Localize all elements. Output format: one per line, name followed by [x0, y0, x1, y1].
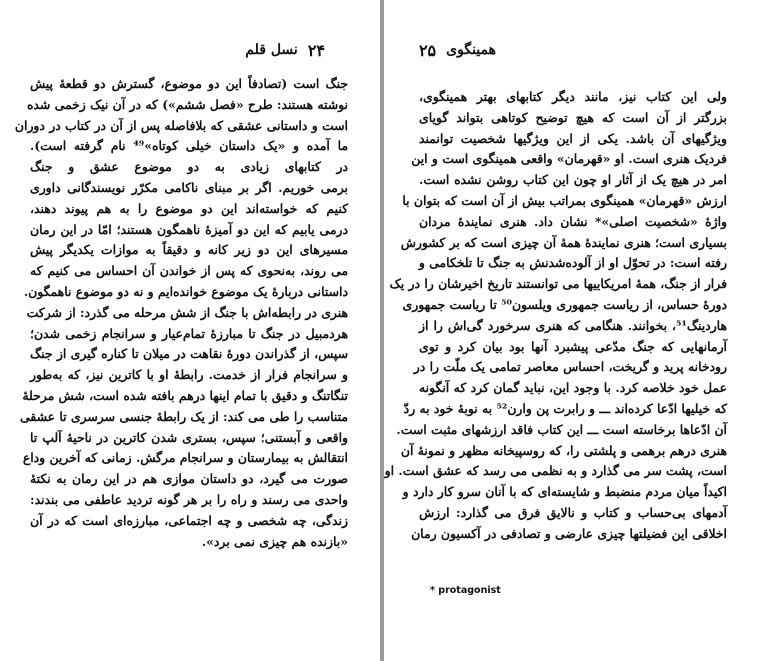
- footnote: * protagonist: [430, 585, 501, 596]
- text-line: هاردینگ⁵¹، بخوانند. هنگامی که هنری سرخورد گی‌اش را از: [419, 317, 727, 333]
- text-line: انتقالش به بیمارستان و سرانجام مرگش. زمانی که آخرین وداع: [22, 450, 348, 466]
- text-line: رفته است: در تحوّل او از آلوده‌شدنش به جنگ تا تلخکامی و: [418, 255, 727, 271]
- text-line: ولی این کتاب نیز، مانند دیگر کتابهای بهتر همینگوی،: [419, 89, 727, 104]
- text-line: است و داستانی عشقی که بلافاصله پس از آن در کتاب در دوران: [14, 117, 348, 133]
- text-line: هنری درهم برهمی و پلشتی را، که روسپیخانه مظهر و نمونهٔ آن: [400, 442, 727, 458]
- text-line: صورت می گیرد، دو داستان موازی هم در این رمان به نکتهٔ: [30, 471, 348, 487]
- text-line: بسیاری است؛ هنری نمایندهٔ همهٔ آن چیزی است که بر کشورش: [400, 234, 727, 250]
- text-line: اکیداً میان مردم منضبط و شایسته‌ای که با آنان سرو کار دارد و: [402, 484, 727, 500]
- text-line: کنیم که خواسته‌اند این دو موضوع را به هم پیوند دهند،: [30, 200, 348, 216]
- text-line: آن ادّعاها برخاسته است ـــ این کتاب فاقد ارزشهای مثبت است.: [396, 421, 727, 437]
- text-line: واقعی و آبستنی؛ سپس، بستری شدن کاترین در ناحیهٔ آلپ تا: [30, 429, 348, 445]
- text-line: نوشته هستند: طرح «فصل ششم») که در آن نیک زخمی شده: [26, 96, 348, 112]
- text-line: تنگاتنگ و دقیق با تمام اینها درهم بافته شده است، شش مرحلهٔ: [22, 387, 348, 403]
- text-line: ارزش «قهرمان» همینگوی بمراتب بیش از آن است که بتوان با: [402, 192, 727, 208]
- page-number: ۲۵: [418, 40, 437, 60]
- text-line: برمی خوریم. اگر بر مبنای ناکامی مکرّر نویسندگانی داوری: [30, 179, 348, 195]
- right-page-body-text: [384, 87, 727, 545]
- left-page: [0, 0, 380, 661]
- text-line: بزرگتر از آن است که هیچ توضیح کوتاهی بتواند گویای: [419, 109, 727, 125]
- text-line: مسیرهای این دو زیر کانه و دقیقاً به موازات یکدیگر پیش: [30, 242, 348, 258]
- text-line: عمل خود خلاصه کرد. با وجود این، نباید گمان کرد که آنگونه: [419, 380, 727, 396]
- text-line: هردمبیل در جنگ تا مبارزهٔ تمام‌عیار و سرانجام زخمی شدن؛: [30, 325, 348, 341]
- text-line: می روند، به‌نحوی که پس از خواندن آن احساس می کنیم که: [30, 263, 348, 279]
- text-line: «بازنده هم چیزی نمی برد».: [201, 533, 348, 549]
- left-page-body-text: [14, 74, 349, 552]
- text-line: واژهٔ «شخصیت اصلی»* نشان داد. هنری نمایندهٔ مردان: [419, 213, 727, 229]
- text-line: ویژگیهای آن باشد. یکی از این ویژگیها شخصیت توانمند: [419, 130, 727, 146]
- text-line: فرار از جنگ، همهٔ امریکاییها می توانستند تاریخ اخیرشان را در یک: [389, 276, 727, 292]
- text-line: واحدی می رسند و راه را بر هر گونه تردید عاطفی می بندند:: [30, 491, 348, 507]
- right-page: [384, 0, 764, 661]
- text-line: هنری در رابطه‌اش با جنگ از شش مرحله می گذرد: از شرکت: [26, 304, 348, 320]
- text-line: ما آمده و «یک داستان خیلی کوتاه»⁴⁹ نام گرفته است).: [30, 138, 349, 154]
- text-line: اخلاقی این فضیلتها چیزی عارضی و تصادفی در آکسیون رمان: [411, 525, 727, 541]
- text-line: که خیلیها ادّعا کرده‌اند ـــ و رابرت پن وارن⁵² به نوبهٔ خود به ردّ: [403, 400, 727, 416]
- text-line: است، پشت سر می گذارد و به نظمی می رسد که عشق است. او: [384, 463, 727, 479]
- text-line: درمی یابیم که این دو آمیزهٔ ناهمگون هستند؛ امّا در این رمان: [30, 221, 348, 237]
- text-line: جنگ است (تصادفاً این دو موضوع، گسترش دو قطعهٔ پیش: [30, 76, 348, 91]
- text-line: در کتابهای زیادی به دو موضوع عشق و جنگ: [30, 159, 348, 175]
- text-line: متناسب را طی می کند: از یک رابطهٔ جنسی سرسری تا عشقی: [19, 408, 348, 424]
- text-line: آرمانهایی که جنگ مدّعی پیشبرد آنها بود بیان کرد و توی: [419, 338, 727, 354]
- text-line: رودخانه پرید و گریخت، احساس معاصر تمامی یک ملّت را در: [413, 359, 727, 375]
- text-line: و سرانجام فرار از خدمت. رابطهٔ او با کاترین نیز، که به‌طور: [30, 367, 348, 383]
- right-page-header: [419, 38, 496, 62]
- text-line: سپس، از گذراندن دورهٔ نقاهت در میلان تا کناره گیری از جنگ: [30, 346, 348, 362]
- text-line: فردیک هنری است. او «قهرمان» واقعی همینگوی است و این: [411, 151, 727, 167]
- running-head: همینگوی: [446, 42, 496, 58]
- left-page-header: [245, 38, 325, 62]
- text-line: آدمهای بی‌حساب و کتاب و نالایق فرق می گذارد: ارزش: [419, 504, 727, 520]
- text-line: امر در هیچ یک از آثار او چون این کتاب روشن نشده است.: [419, 172, 727, 188]
- page-number: ۲۴: [307, 40, 325, 60]
- text-line: زندگی، چه شخصی و چه اجتماعی، مبارزه‌ای است که در آن: [30, 512, 348, 528]
- text-line: دورهٔ حساس، از ریاست جمهوری ویلسون⁵⁰ تا ریاست جمهوری: [402, 296, 727, 312]
- text-line: داستانی دربارهٔ یک موضوع خوانده‌ایم و نه دو موضوع ناهمگون.: [23, 283, 348, 299]
- running-head: نسل قلم: [245, 42, 298, 58]
